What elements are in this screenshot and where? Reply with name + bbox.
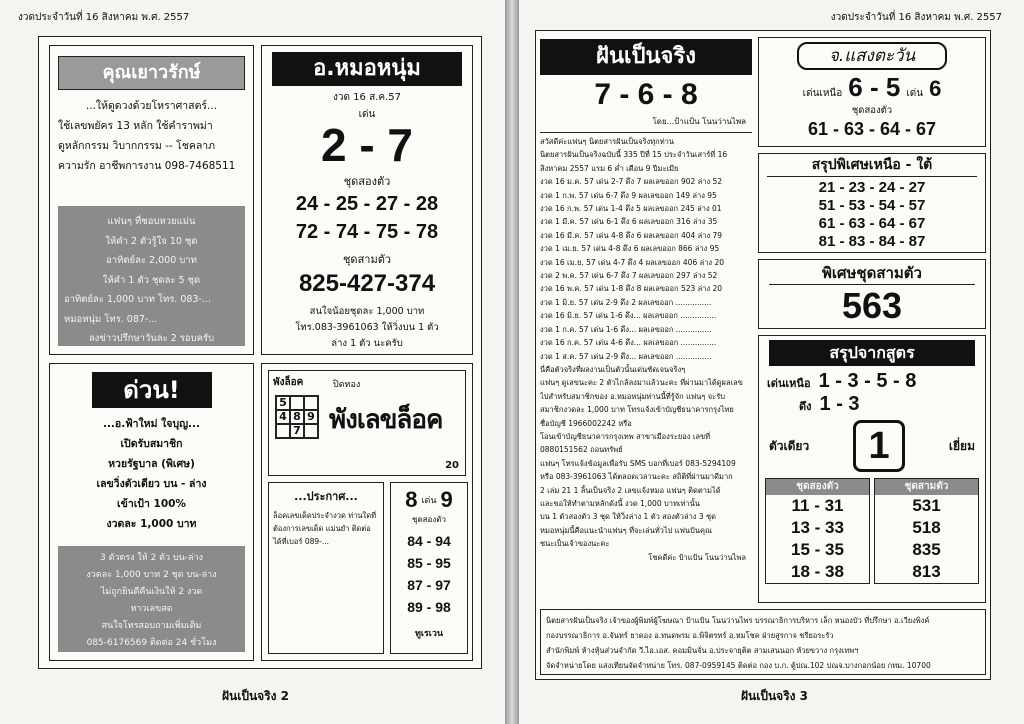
ad-formula-summary: [758, 335, 986, 603]
history-row: งวด 16 มี.ค. 57 เด่น 4-8 ดึง 6 ผลเลขออก 404 ล่าง 79: [540, 230, 723, 240]
ad-mor-num-lead-label: เด่น: [358, 109, 376, 120]
closing-line: ชนะเป็นเจ้าของนะคะ: [540, 539, 610, 549]
history-row: งวด 16 ม.ค. 57 เด่น 2-7 ดึง 7 ผลเลขออก 902 ล่าง 52: [540, 177, 723, 187]
ad-lock-grid: [275, 395, 319, 439]
ad-urgent-gray-line: 3 ตัวตรง ให้ 2 ตัว บน-ล่าง: [99, 553, 204, 563]
closing-line: ไปสำหรับสมาชิกของ อ.หมอหนุ่มท่านนี้ที่รู้จัก แฟนๆ จะรับ: [540, 391, 725, 401]
ad-lock-lead-right: 9: [440, 487, 453, 512]
ad-urgent-gray-line: ไม่ถูกยินดีคืนเงินให้ 2 งวด: [100, 587, 203, 597]
ad-lock-footer-brand: ทูเรเวน: [414, 629, 444, 639]
ad-lock-announce: [268, 482, 384, 654]
left-page-header: งวดประจำวันที่ 16 สิงหาคม พ.ศ. 2557: [18, 12, 190, 23]
ad-formula-triples-col: [874, 478, 979, 584]
main-paragraph: นิตยสารฝันเป็นจริงฉบับนี้ 335 ปีที่ 15 ประจำวันเสาร์ที่ 16: [540, 150, 728, 160]
ad-north-south-row: 51 - 53 - 54 - 57: [818, 197, 926, 214]
ad-saeng-tawan-pair-label: ชุดสองตัว: [851, 105, 893, 116]
main-title: ฝันเป็นจริง: [540, 39, 752, 75]
grid-cell: 4: [276, 410, 290, 424]
ad-mor-num-lead: 2 - 7: [320, 119, 414, 171]
history-row: งวด 1 มี.ค. 57 เด่น 6-1 ดึง 6 ผลเลขออก 316 ล่าง 35: [540, 217, 718, 227]
credits-line: สำนักพิมพ์ ห้างหุ้นส่วนจำกัด วี.ไอ.เอส. คอมมินจั่น อ.ประจายุติต สามเสนนอก ห้วยขวาง กรุงเทพฯ: [546, 646, 859, 655]
history-row: งวด 1 ส.ค. 57 เด่น 2-9 ดึง... ผลเลขออก ...............: [540, 351, 712, 361]
history-row: งวด 16 ก.ค. 57 เด่น 4-6 ดึง... ผลเลขออก ...............: [540, 338, 717, 348]
ad-saeng-tawan-title: จ.แสงตะวัน: [797, 42, 947, 70]
ad-urgent-gray-line: งวดละ 1,000 บาท 2 ชุด บน-ล่าง: [86, 570, 217, 580]
ad-saeng-tawan-lead: [759, 72, 985, 103]
history-row: งวด 1 ก.ค. 57 เด่น 1-6 ดึง... ผลเลขออก ...............: [540, 324, 712, 334]
ad-fortune-gray-box: [58, 206, 245, 346]
closing-line: หมอหนุ่มนี้คือแนะนำแฟนๆ ที่จะเล่นทั่วไป แฟนปันคุณ: [540, 525, 712, 535]
ad-mor-num-pairs: 24 - 25 - 27 - 28: [295, 193, 439, 215]
ad-fortune-gray-line: อาทิตย์ละ 1,000 บาท โทร. 083-...: [64, 294, 211, 305]
closing-line: บน 1 ตัวสองตัว 3 ชุด ให้วิ่งล่าง 1 ตัว สองตัวล่าง 3 ชุด: [540, 512, 716, 522]
credits-line: นิตยสารฝันเป็นจริง เจ้าของผู้พิมพ์ผู้โฆษณา ป้าแป้น โนนว่านไพร บรรณาธิการบริหาร เล็ก หนองบัว ที่ปรึกษา อ.เวียงพิงค์: [546, 616, 930, 625]
ad-fortune-teller: [49, 45, 254, 355]
ad-urgent-line: เปิดรับสมาชิก: [120, 438, 183, 450]
closing-line: สมาชิกงวดละ 1,000 บาท โทรแจ้งเข้าบัญชีธนาคารกรุงไทย: [540, 405, 734, 415]
grid-cell: 8: [290, 410, 304, 424]
ad-mor-num-note: ล่าง 1 ตัว นะครับ: [331, 338, 403, 349]
ad-urgent-title: ด่วน!: [92, 372, 212, 408]
history-row: งวด 1 มิ.ย. 57 เด่น 2-9 ดึง 2 ผลเลขออก ...............: [540, 297, 712, 307]
ad-urgent-line: ...อ.ฟ้าใหม่ ใจบุญ...: [102, 418, 201, 430]
ad-urgent-gray-line: 085-6176569 ติดต่อ 24 ชั่วโมง: [86, 638, 217, 648]
ad-lock-banner: [268, 370, 466, 476]
ad-urgent-line: เลขวิ่งตัวเดียว บน - ล่าง: [96, 478, 207, 490]
ad-lock-announce-text: ล็อคเลขเด็ดประจำงวด ท่านใดที่ต้องการเลขเด็ด แม่นยำ ติดต่อได้ที่เบอร์ 089-...: [273, 511, 377, 546]
ad-mor-num-note: สนใจน้อยชุดละ 1,000 บาท: [309, 306, 425, 317]
ad-saeng-tawan-single-value: 6: [929, 76, 942, 101]
credits-line: จัดจำหน่ายโดย แสงเทียนจัดจำหน่าย โทร. 087-0959145 ติดต่อ กอง บ.ก. ตู้ปณ.102 ปณจ.บางกอกน้อย กทม. 10700: [546, 661, 931, 670]
ad-saeng-tawan-single-label: เด่น: [906, 88, 924, 99]
ad-fortune-gray-line: ลงข่าวปรึกษาวันละ 2 รอบครับ: [88, 333, 215, 344]
ad-north-south-row: 21 - 23 - 24 - 27: [818, 179, 926, 196]
ad-saeng-tawan-lead-label: เด่นเหนือ: [802, 88, 843, 99]
ad-formula-single: [759, 420, 985, 472]
ad-urgent: [49, 363, 254, 661]
ad-fortune-line: ดูหลักกรรม วิบากกรรม -- โชคลาภ: [58, 140, 216, 152]
ad-urgent-gray-line: สนใจโทรสอบถามเพิ่มเติม: [101, 621, 202, 631]
ad-lock-announce-title: ...ประกาศ...: [294, 490, 358, 503]
ad-urgent-gray-box: [58, 546, 245, 652]
ad-formula-pair: 11 - 31: [791, 496, 844, 515]
closing-line: นี่คือตัวจริงที่ผลงานเป็นตัวนั้นเด่นชัดเจนจริงๆ: [540, 364, 686, 374]
ad-lock-lead-sub: ชุดสองตัว: [412, 515, 446, 524]
history-row: งวด 1 ก.พ. 57 เด่น 6-7 ดึง 9 ผลเลขออก 149 ล่าง 95: [540, 190, 717, 200]
ad-urgent-line: งวดละ 1,000 บาท: [106, 518, 197, 530]
closing-line: และขอให้ทำตามหลักดังนี้ งวด 1,000 บาทเท่านั้น: [540, 498, 700, 508]
ad-mor-num-pair-label: ชุดสองตัว: [343, 175, 391, 188]
ad-fortune-gray-line: แฟนๆ ที่ชอบหวยแม่น: [107, 216, 196, 227]
ad-lock-number: [261, 363, 473, 661]
ad-urgent-text: [50, 414, 253, 534]
right-page-frame: [535, 30, 991, 680]
ad-lock-pair: 87 - 97: [407, 577, 451, 593]
ad-saeng-tawan-pairs: 61 - 63 - 64 - 67: [807, 119, 937, 139]
main-article: [540, 35, 752, 603]
closing-line: 0880151562 ถอนทรัพย์: [540, 445, 623, 455]
ad-mor-num-pairs: 72 - 74 - 75 - 78: [295, 221, 439, 243]
ad-formula-pair: 13 - 33: [791, 518, 844, 537]
main-body: [540, 132, 752, 564]
ad-mor-num-date: งวด 16 ส.ค.57: [333, 92, 401, 103]
ad-special-triple-number: 563: [841, 285, 903, 326]
ad-lock-pair: 89 - 98: [407, 599, 451, 615]
main-signoff: โชคดีค่ะ ป้าแป้น โนนว่านไพล: [648, 552, 746, 562]
grid-cell: [276, 424, 290, 438]
ad-fortune-line: ใช้เลขพยัคร 13 หลัก ใช้คำราพม่า: [58, 120, 213, 132]
closing-line: แฟนๆ ดูเลขนะคะ 2 ตัวไกล้ลงมาแล้วนะคะ ที่ผ่านมาได้ดูผลเลข: [540, 378, 743, 388]
main-paragraph: สิงหาคม 2557 แรม 6 ค่ำ เดือน 9 ปีมะเมีย: [540, 163, 679, 173]
ad-formula-single-tail: เยี่ยม: [948, 438, 975, 453]
ad-fortune-gray-line: หมอหนุ่ม โทร. 087-...: [64, 313, 158, 325]
ad-north-south-row: 61 - 63 - 64 - 67: [818, 215, 926, 232]
ad-fortune-text: [50, 90, 253, 182]
closing-line: หรือ 083-3961063 ได้ตลอดเวลานะคะ สถิติที่ผ่านมาดีมาก: [540, 472, 733, 482]
book-gutter: [505, 0, 519, 724]
ad-formula-triple: 518: [912, 518, 941, 537]
ad-formula-lead: [759, 370, 985, 393]
main-paragraph: สวัสดีค่ะแฟนๆ นิตยสารฝันเป็นจริงทุกท่าน: [540, 137, 675, 146]
ad-formula-col1-label: ชุดสองตัว: [766, 479, 869, 495]
closing-line: แฟนๆ โทรแจ้งข้อมูลเพื่อรับ SMS บอกที่เบอร์ 083-5294109: [540, 458, 736, 468]
ad-formula-pairs-col: [765, 478, 870, 584]
closing-line: 2 เล่ม 21 1 ลิ้นเป็นจริง 2 เลขแจ้งหมอ แฟนๆ ติดตามได้: [540, 485, 721, 495]
ad-north-south-row: 81 - 83 - 84 - 87: [818, 233, 926, 250]
ad-lock-sub: ปิดทอง: [333, 380, 361, 390]
ad-formula-columns: [765, 478, 979, 584]
ad-urgent-line: หวยรัฐบาล (พิเศษ): [108, 458, 195, 470]
ad-formula-pair: 15 - 35: [791, 540, 844, 559]
left-page: [0, 0, 505, 724]
ad-lock-lead-mid: เด่น: [421, 496, 437, 506]
ad-lock-tag: พังล็อค: [273, 377, 304, 388]
ad-fortune-gray-line: อาทิตย์ละ 2,000 บาท: [106, 255, 197, 266]
ad-formula-triple: 531: [912, 496, 941, 515]
ad-mor-num: [261, 45, 473, 355]
ad-fortune-gray-line: ให้คำ 1 ตัว ชุดละ 5 ชุด: [102, 274, 201, 286]
ad-lock-lead-left: 8: [405, 487, 418, 512]
ad-formula-triple: 813: [912, 562, 941, 581]
right-page-footer: ฝันเป็นจริง 3: [741, 689, 809, 703]
ad-lock-pair: 85 - 95: [407, 555, 451, 571]
ad-special-triple: [758, 259, 986, 329]
grid-cell: 5: [276, 396, 290, 410]
ad-formula-pair: 18 - 38: [791, 562, 844, 581]
ad-formula-single-label: ตัวเดียว: [769, 438, 810, 453]
ad-lock-brand: พังเลขล็อค: [329, 405, 443, 435]
ad-lock-date-tag: 20: [445, 460, 459, 471]
ad-formula-col2-label: ชุดสามตัว: [875, 479, 978, 495]
ad-mor-num-note: โทร.083-3961063 ให้วิ่งบน 1 ตัว: [295, 322, 439, 333]
ad-fortune-title: คุณเยาวรักษ์: [58, 56, 245, 90]
history-row: งวด 16 มิ.ย. 57 เด่น 1-6 ดึง... ผลเลขออก ...............: [540, 311, 717, 321]
history-row: งวด 16 ก.พ. 57 เด่น 1-4 ดึง 5 ผลเลขออก 245 ล่าง 01: [540, 204, 722, 214]
ad-formula-lead-label: เด่นเหนือ: [767, 377, 811, 390]
ad-mor-num-triple-label: ชุดสามตัว: [342, 253, 392, 266]
grid-cell: [304, 396, 318, 410]
ad-formula-title: สรุปจากสูตร: [769, 340, 975, 366]
history-row: งวด 16 เม.ย. 57 เด่น 4-7 ดึง 4 ผลเลขออก 406 ล่าง 20: [540, 257, 724, 267]
ad-north-south: [758, 153, 986, 253]
ad-formula-pull-label: ดึง: [799, 400, 812, 413]
history-row: งวด 1 เม.ย. 57 เด่น 4-8 ดึง 6 ผลเลขออก 866 ล่าง 95: [540, 244, 720, 254]
history-row: งวด 2 พ.ค. 57 เด่น 6-7 ดึง 7 ผลเลขออก 297 ล่าง 52: [540, 271, 718, 281]
main-byline: โดย...ป้าแป้น โนนว่านไพล: [652, 117, 746, 126]
ad-formula-lead-value: 1 - 3 - 5 - 8: [818, 370, 917, 392]
left-page-footer: ฝันเป็นจริง 2: [222, 689, 290, 703]
ad-formula-triple: 835: [912, 540, 941, 559]
credits-line: กองบรรณาธิการ อ.จันทร์ ยาดอง อ.ทนดพรม อ.พิจิตรทร์ อ.หมโชค ฝ่ายสูรกาจ ชรียอระรัว: [546, 631, 834, 640]
ad-formula-pull-value: 1 - 3: [819, 393, 860, 415]
ad-fortune-line: ...ให้ดูดวงด้วยโหราศาสตร์...: [85, 100, 218, 112]
grid-cell: [304, 424, 318, 438]
closing-line: ชื่อบัญชี 1966002242 หรือ: [540, 418, 632, 428]
ad-lock-pair: 84 - 94: [407, 533, 451, 549]
right-page-header: งวดประจำวันที่ 16 สิงหาคม พ.ศ. 2557: [830, 12, 1002, 23]
ad-formula-single-value: 1: [853, 420, 905, 472]
ad-north-south-title: สรุปพิเศษเหนือ - ใต้: [767, 154, 977, 177]
ad-mor-num-title: อ.หมอหนุ่ม: [272, 52, 462, 86]
grid-cell: 7: [290, 424, 304, 438]
left-page-frame: [38, 36, 482, 669]
ad-urgent-gray-line: หาวเลขสด: [130, 604, 173, 614]
ad-fortune-gray-line: ให้คำ 2 ตัวรู้ใจ 10 ชุด: [105, 235, 198, 247]
ad-lock-pairs-box: [390, 482, 468, 654]
credits-box: [540, 609, 986, 675]
ad-saeng-tawan-lead-value: 6 - 5: [848, 72, 901, 102]
grid-cell: [290, 396, 304, 410]
ad-lock-lead: [391, 487, 467, 513]
closing-line: โอนเข้าบัญชีธนาคารกรุงเทพ สาขาเมืองระยอง เลขที่: [540, 431, 711, 441]
ad-urgent-line: เข้าเป้า 100%: [117, 498, 186, 510]
right-page: [519, 0, 1024, 724]
history-row: งวด 16 พ.ค. 57 เด่น 1-8 ดึง 8 ผลเลขออก 523 ล่าง 20: [540, 284, 723, 294]
grid-cell: 9: [304, 410, 318, 424]
ad-formula-pull: [759, 393, 985, 416]
ad-special-triple-title: พิเศษชุดสามตัว: [769, 262, 975, 285]
main-number: 7 - 6 - 8: [594, 78, 698, 111]
ad-fortune-line: ความรัก อาชีพการงาน 098-7468511: [58, 160, 236, 172]
ad-saeng-tawan: [758, 37, 986, 147]
ad-mor-num-triples: 825-427-374: [298, 270, 436, 297]
